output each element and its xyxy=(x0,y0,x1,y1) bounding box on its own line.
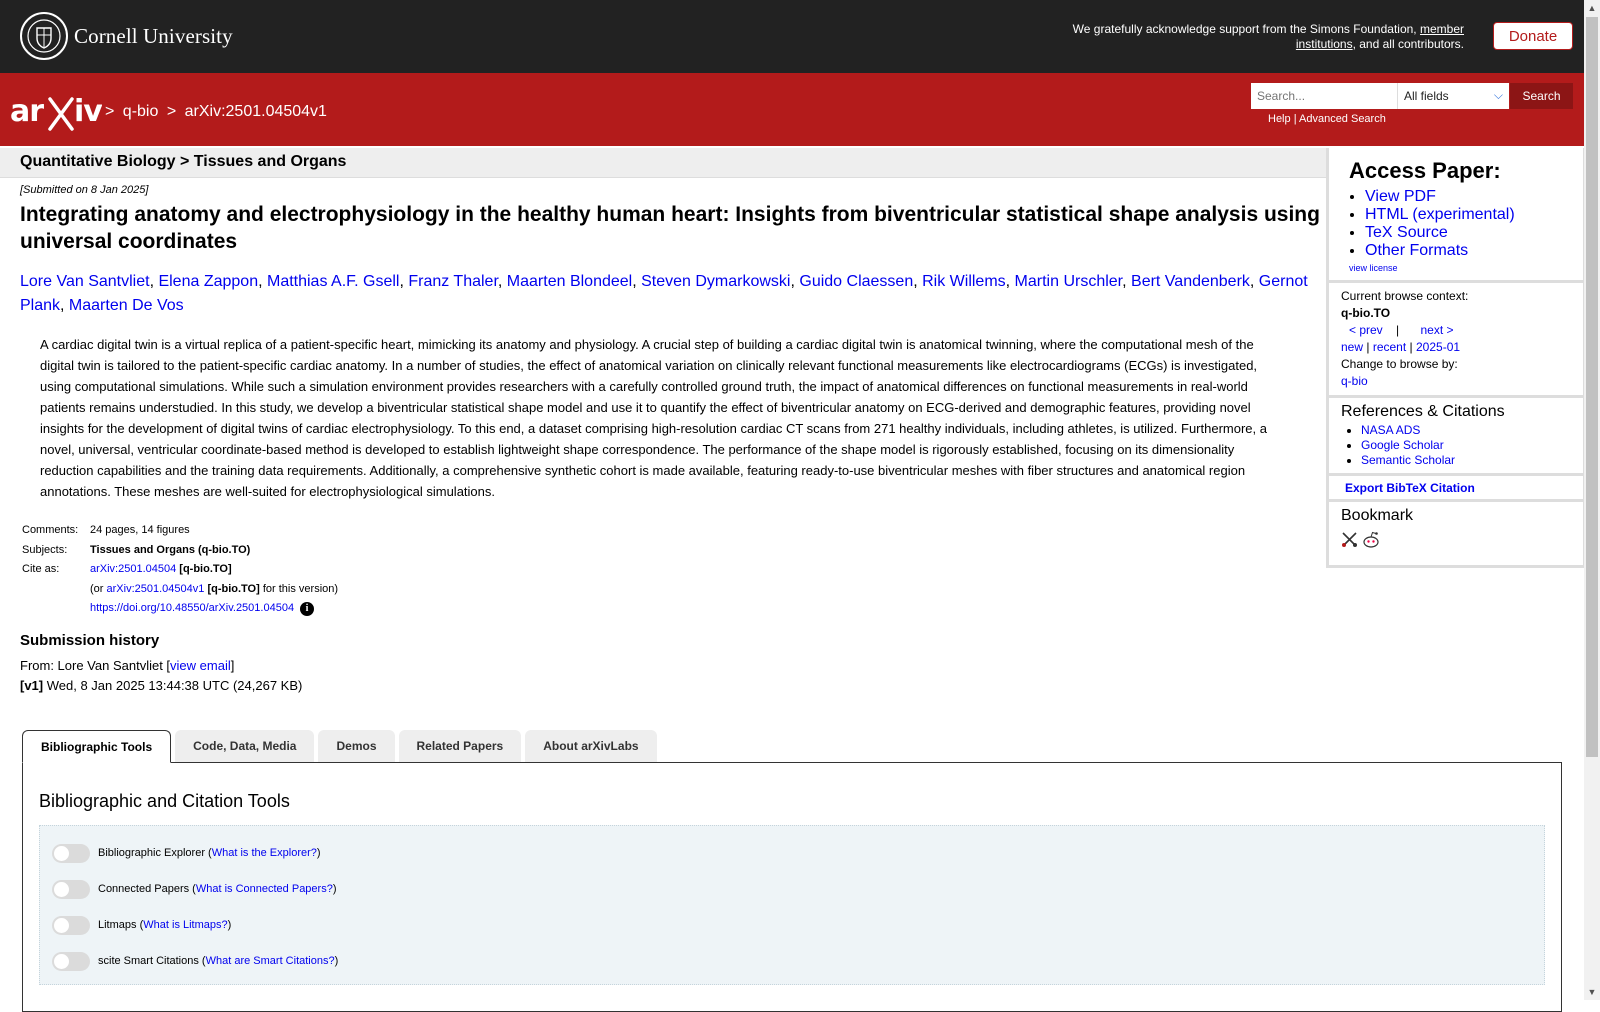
scroll-up-arrow-icon[interactable]: ▲ xyxy=(1587,3,1597,13)
scrollbar-thumb[interactable] xyxy=(1586,17,1598,757)
new-link[interactable]: new xyxy=(1341,340,1364,354)
recent-link[interactable]: recent xyxy=(1372,340,1407,354)
cornell-seal-icon xyxy=(20,12,68,60)
tool-label: scite Smart Citations xyxy=(98,955,199,967)
cornell-header xyxy=(0,0,1584,73)
author-link[interactable]: Maarten Blondeel xyxy=(506,273,633,290)
author-link[interactable]: Martin Urschler xyxy=(1014,273,1123,290)
version-history-v1 xyxy=(20,678,302,693)
version-tag: [q-bio.TO] xyxy=(207,582,260,595)
subjects-row xyxy=(20,544,340,564)
submission-history-title: Submission history xyxy=(20,632,160,649)
search-field-select[interactable] xyxy=(1397,83,1509,109)
help-sep: | xyxy=(1293,113,1297,125)
scroll-down-arrow-icon[interactable]: ▼ xyxy=(1587,987,1597,997)
breadcrumb-paper: arXiv:2501.04504v1 xyxy=(184,103,327,120)
subject-title: Quantitative Biology > Tissues and Organs xyxy=(20,153,347,170)
subject-header xyxy=(0,148,1326,178)
bookmark-box xyxy=(1326,502,1584,568)
donate-button[interactable]: Donate xyxy=(1493,22,1573,50)
ack-text: We gratefully acknowledge support from the Simons Foundation, xyxy=(1072,22,1417,36)
export-bibtex-box xyxy=(1326,476,1584,502)
author-link[interactable]: Steven Dymarkowski xyxy=(641,273,791,290)
view-pdf-link[interactable]: View PDF xyxy=(1365,188,1436,205)
author-link[interactable]: Franz Thaler xyxy=(408,273,498,290)
semantic-scholar-link[interactable]: Semantic Scholar xyxy=(1361,453,1456,467)
cite-label: Cite as: xyxy=(22,563,60,575)
tab-bibliographic-tools[interactable]: Bibliographic Tools xyxy=(22,730,171,763)
paper-title: Integrating anatomy and electrophysiology in the healthy human heart: Insights from biventricular statistical shape analysis using universal coordinates xyxy=(20,203,1320,253)
author-link[interactable]: Rik Willems xyxy=(922,273,1006,290)
search-field-value: All fields xyxy=(1404,89,1449,103)
support-acknowledgement xyxy=(1044,22,1464,52)
export-bibtex-link[interactable]: Export BibTeX Citation xyxy=(1345,481,1475,495)
reddit-icon[interactable] xyxy=(1362,531,1380,554)
breadcrumb xyxy=(105,103,331,121)
author-link[interactable]: Elena Zappon xyxy=(158,273,259,290)
tool-label: Connected Papers xyxy=(98,883,190,895)
ack-suffix: , and all contributors. xyxy=(1352,37,1464,51)
html-link[interactable]: HTML (experimental) xyxy=(1365,206,1515,223)
member-institutions-link[interactable]: member institutions xyxy=(1295,22,1464,51)
v1-label: [v1] xyxy=(20,678,44,693)
doi-link[interactable]: https://doi.org/10.48550/arXiv.2501.04504 xyxy=(90,602,295,614)
author-list: Lore Van Santvliet, Elena Zappon, Matthias A.F. Gsell, Franz Thaler, Maarten Blondeel, Steven Dymarkowski, Guido Claessen, Rik Willems, Martin Urschler, Bert Vandenberk, Gernot Plank, Maarten De Vos xyxy=(20,273,1308,314)
comments-value: 24 pages, 14 figures xyxy=(90,524,190,536)
toggle-switch[interactable] xyxy=(52,952,90,971)
cite-value xyxy=(88,563,340,583)
toggle-switch[interactable] xyxy=(52,880,90,899)
version-suffix: for this version) xyxy=(262,582,339,595)
tool-help-link[interactable]: What is Litmaps? xyxy=(143,919,228,931)
subjects-label: Subjects: xyxy=(22,543,68,556)
info-icon[interactable]: i xyxy=(300,602,314,616)
version-link[interactable]: arXiv:2501.04504v1 xyxy=(106,582,205,595)
submission-date: [Submitted on 8 Jan 2025] xyxy=(20,184,149,196)
author-link[interactable]: Gernot Plank xyxy=(20,273,1308,314)
browse-context-value: q-bio.TO xyxy=(1341,306,1391,320)
prev-next xyxy=(1341,322,1571,339)
chevron-down-icon: ⌵ xyxy=(1493,88,1503,102)
comments-label: Comments: xyxy=(22,524,79,536)
sidebar xyxy=(1326,148,1584,568)
change-browse-label: Change to browse by: xyxy=(1341,357,1458,371)
tool-help-link[interactable]: What is the Explorer? xyxy=(211,847,317,859)
or-prefix: (or xyxy=(90,582,104,595)
search-input[interactable] xyxy=(1251,83,1397,109)
svg-text:iv: iv xyxy=(74,94,102,129)
nasa-ads-link[interactable]: NASA ADS xyxy=(1361,423,1421,437)
browse-context-box xyxy=(1326,283,1584,398)
subjects-value: Tissues and Organs (q-bio.TO) xyxy=(90,543,251,556)
cornell-logo-link[interactable] xyxy=(20,12,233,60)
access-links xyxy=(1345,188,1567,260)
month-link[interactable]: 2025-01 xyxy=(1416,340,1461,354)
tab-code-data-media[interactable]: Code, Data, Media xyxy=(175,730,314,762)
author-link[interactable]: Bert Vandenberk xyxy=(1131,273,1250,290)
tool-row: Bibliographic Explorer ( What is the Explorer? ) xyxy=(52,843,321,863)
view-license-link[interactable]: view license xyxy=(1349,263,1398,273)
access-paper-box xyxy=(1326,148,1584,283)
tools-box xyxy=(39,825,1545,985)
author-link[interactable]: Maarten De Vos xyxy=(68,297,184,314)
tool-help-link[interactable]: What is Connected Papers? xyxy=(195,883,333,895)
doi-row xyxy=(20,602,340,622)
advanced-search-link[interactable]: Advanced Search xyxy=(1299,113,1386,125)
comments-row xyxy=(20,524,340,544)
tex-source-link[interactable]: TeX Source xyxy=(1365,224,1448,241)
submission-from xyxy=(20,658,234,673)
browse-context-label: Current browse context: xyxy=(1341,289,1469,303)
doi-value xyxy=(88,602,340,622)
breadcrumb-category[interactable]: q-bio xyxy=(122,103,159,120)
version-row xyxy=(20,583,340,603)
browse-lists: new | recent | 2025-01 xyxy=(1341,340,1461,354)
tool-help-link[interactable]: What are Smart Citations? xyxy=(205,955,335,967)
prev-link[interactable]: < prev xyxy=(1349,323,1383,337)
author-link[interactable]: Matthias A.F. Gsell xyxy=(266,273,400,290)
tab-related-papers[interactable]: Related Papers xyxy=(399,730,522,762)
labs-tabs xyxy=(22,730,661,763)
abstract: A cardiac digital twin is a virtual replica of a patient-specific heart, mimicking its anatomy and physiology. A crucial step of building a cardiac digital twin is anatomical twinning, where the computational mesh of the digital twin is tailored to the patient-specific cardiac anatomy. In a number of studies, the effect of anatomical variation on clinically relevant functional measurements like electrocardiograms (ECGs) is investigated, using computational simulations. While such a simulation environment provides researchers with a carefully controlled ground truth, the impact of anatomical differences on functional measurements in real-world patients remains understudied. In this study, we develop a biventricular statistical shape model and use it to quantify the effect of biventricular anatomy on ECG-derived and demographic features, providing novel insights for the development of digital twins of cardiac electrophysiology. To this end, a dataset comprising high-resolution cardiac CT scans from 271 healthy individuals, including athletes, is utilized. Furthermore, a novel, universal, ventricular coordinate-based method is developed to establish lightweight shape correspondence. The performance of the shape model is rigorously established, focusing on its dimensionality reduction capabilities and the training data requirements. Additionally, a comprehensive synthetic cohort is made available, featuring ready-to-use biventricular meshes with fiber structures and anatomical region annotations. These meshes are well-suited for electrophysiological simulations. xyxy=(40,337,1267,499)
cite-id-link[interactable]: arXiv:2501.04504 xyxy=(90,563,177,575)
search-help-links xyxy=(1268,113,1386,125)
help-link[interactable]: Help xyxy=(1268,113,1291,125)
toggle-switch[interactable] xyxy=(52,916,90,935)
cornell-name: Cornell University xyxy=(74,23,233,48)
vertical-scrollbar[interactable] xyxy=(1584,0,1600,1000)
other-formats-link[interactable]: Other Formats xyxy=(1365,242,1469,259)
tool-label: Litmaps xyxy=(98,919,137,931)
version-value xyxy=(88,583,340,603)
v1-text: Wed, 8 Jan 2025 13:44:38 UTC (24,267 KB) xyxy=(46,678,303,693)
arxiv-header xyxy=(0,73,1584,146)
panel-title: Bibliographic and Citation Tools xyxy=(39,791,290,811)
svg-text:ar: ar xyxy=(10,94,44,129)
metadata-table xyxy=(20,524,340,622)
references-box xyxy=(1326,398,1584,476)
bookmark-title: Bookmark xyxy=(1341,507,1414,524)
tab-panel xyxy=(22,762,1562,1012)
author-link[interactable]: Lore Van Santvliet xyxy=(20,273,150,290)
cite-row xyxy=(20,563,340,583)
tab-demos[interactable]: Demos xyxy=(318,730,394,762)
author-link[interactable]: Guido Claessen xyxy=(799,273,914,290)
tool-label: Bibliographic Explorer xyxy=(98,847,205,859)
breadcrumb-sep: > xyxy=(105,103,115,120)
bibsonomy-icon[interactable] xyxy=(1341,531,1358,554)
view-email-link[interactable]: view email xyxy=(170,658,231,673)
search-button[interactable]: Search xyxy=(1510,83,1573,109)
from-prefix: From: Lore Van Santvliet [ xyxy=(20,658,171,673)
pn-sep: | xyxy=(1396,323,1400,337)
change-browse-link[interactable]: q-bio xyxy=(1341,374,1368,388)
references-title: References & Citations xyxy=(1341,403,1505,420)
access-paper-title: Access Paper: xyxy=(1349,158,1501,183)
tool-row: Connected Papers ( What is Connected Papers? ) xyxy=(52,879,337,899)
from-suffix: ] xyxy=(230,658,235,673)
tool-row: Litmaps ( What is Litmaps? ) xyxy=(52,915,231,935)
next-link[interactable]: next > xyxy=(1420,323,1454,337)
google-scholar-link[interactable]: Google Scholar xyxy=(1361,438,1444,452)
cite-tag: [q-bio.TO] xyxy=(179,563,232,575)
tool-row: scite Smart Citations ( What are Smart Citations? ) xyxy=(52,951,338,971)
tab-about-arxivlabs[interactable]: About arXivLabs xyxy=(525,730,656,762)
arxiv-logo[interactable] xyxy=(10,93,102,138)
toggle-switch[interactable] xyxy=(52,844,90,863)
breadcrumb-sep: > xyxy=(166,103,177,120)
